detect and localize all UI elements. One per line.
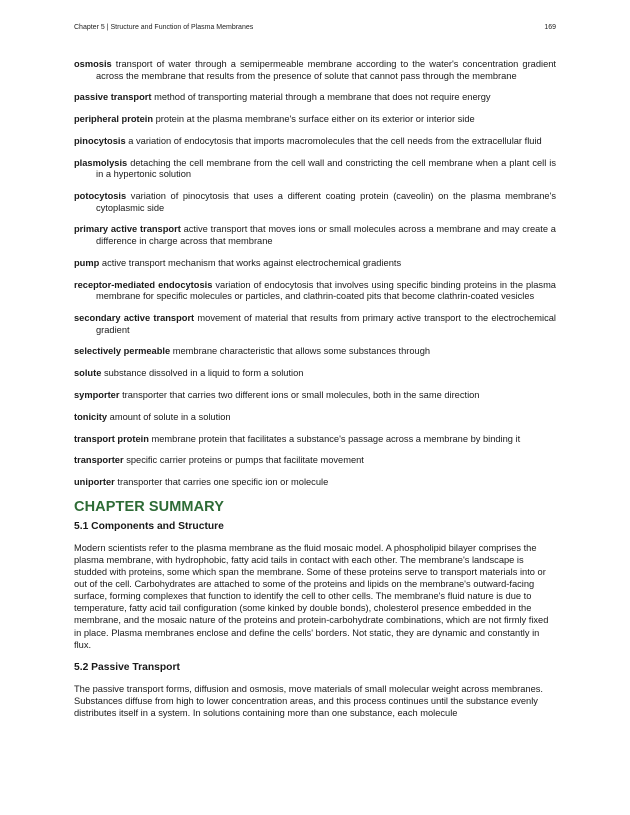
glossary-entry [74,368,556,380]
glossary-entry [74,346,556,358]
summary-section [74,662,556,719]
glossary-definition: membrane characteristic that allows some substances through [172,346,431,357]
glossary-definition: active transport that moves ions or small molecules across a membrane and may create a difference in charge across that membrane [96,224,556,247]
page-number: 169 [544,24,556,31]
glossary-definition: active transport mechanism that works against electrochemical gradients [101,257,402,268]
glossary-term: solute [74,368,102,379]
glossary-term: potocytosis [74,191,127,202]
glossary-definition: variation of pinocytosis that uses a different coating protein (caveolin) on the plasma membrane's cytoplasmic side [96,191,556,213]
section-heading: 5.1 Components and Structure [74,520,224,532]
summary-section [74,521,556,651]
glossary-definition: substance dissolved in a liquid to form a solution [103,368,304,379]
glossary-term: pinocytosis [74,135,126,146]
glossary-entry [74,258,556,270]
glossary-term: secondary active transport [74,313,195,323]
chapter-title: Chapter 5 | Structure and Function of Plasma Membranes [74,24,254,31]
glossary-entry [74,59,556,82]
section-heading: 5.2 Passive Transport [74,661,180,673]
glossary-definition: movement of material that results from primary active transport to the electrochemical gradient [96,313,556,335]
summary-paragraph: The passive transport forms, diffusion and osmosis, move materials of small molecular weight across membranes. Substances diffuse from high to lower concentration areas, and this process continues until the substance evenly distributes itself in a system. In solutions containing more than one substance, each molecule [74,683,543,718]
page-content [74,59,556,730]
glossary-list [74,59,556,489]
glossary-term: receptor-mediated endocytosis [74,279,213,290]
glossary-term: plasmolysis [74,157,128,168]
glossary-definition: variation of endocytosis that involves using specific binding proteins in the plasma membrane for specific molecules or particles, and clathrin-coated pits that become clathrin-coated vesicles [96,279,556,302]
glossary-entry [74,191,556,214]
glossary-entry [74,280,556,303]
glossary-term: passive transport [74,92,152,103]
glossary-entry [74,455,556,467]
glossary-term: osmosis [74,59,112,69]
glossary-term: uniporter [74,477,115,488]
glossary-entry [74,114,556,126]
glossary-term: transporter [74,455,124,466]
glossary-term: tonicity [74,411,108,422]
glossary-term: symporter [74,389,120,400]
glossary-term: transport protein [74,433,149,444]
glossary-term: primary active transport [74,224,181,235]
summary-paragraph: Modern scientists refer to the plasma membrane as the fluid mosaic model. A phospholipid bilayer comprises the plasma membrane, with hydrophobic, fatty acid tails in contact with each other. The membrane's landscape is studded with proteins, some which span the membrane. Some of these proteins serve to transport materials into or out of the cell. Carbohydrates are attached to some of the proteins and lipids on the membrane's outward-facing surface, forming complexes that function to identify the cell to other cells. The membrane's fluid nature is due to temperature, fatty acid tail configuration (some kinked by double bonds), cholesterol presence embedded in the membrane, and the mosaic nature of the proteins and protein-carbohydrate combinations, which are not firmly fixed in place. Plasma membranes enclose and define the cells' borders. Not static, they are dynamic and constantly in flux. [74,542,549,650]
glossary-definition: protein at the plasma membrane's surface either on its exterior or interior side [155,114,475,125]
glossary-term: peripheral protein [74,114,154,125]
glossary-entry [74,434,556,446]
glossary-entry [74,136,556,148]
glossary-definition: specific carrier proteins or pumps that facilitate movement [126,455,364,466]
glossary-entry [74,390,556,402]
glossary-definition: transport of water through a semipermeable membrane according to the water's concentration gradient across the membrane that results from the presence of solute that cannot pass through the membrane [96,59,556,81]
glossary-definition: detaching the cell membrane from the cell wall and constricting the cell membrane when a plant cell is in a hypertonic solution [96,157,556,180]
chapter-summary-heading: CHAPTER SUMMARY [74,498,224,515]
glossary-definition: amount of solute in a solution [109,411,231,422]
glossary-term: pump [74,257,100,268]
glossary-entry [74,92,556,104]
glossary-definition: transporter that carries two different ions or small molecules, both in the same direction [122,389,480,400]
glossary-definition: method of transporting material through a membrane that does not require energy [154,92,491,103]
glossary-entry [74,412,556,424]
glossary-term: selectively permeable [74,346,171,357]
glossary-definition: membrane protein that facilitates a substance's passage across a membrane by binding it [151,433,521,444]
glossary-definition: a variation of endocytosis that imports macromolecules that the cell needs from the extracellular fluid [128,135,542,146]
glossary-entry [74,158,556,181]
glossary-entry [74,224,556,247]
glossary-definition: transporter that carries one specific ion or molecule [117,477,329,488]
glossary-entry [74,477,556,489]
glossary-entry [74,313,556,336]
